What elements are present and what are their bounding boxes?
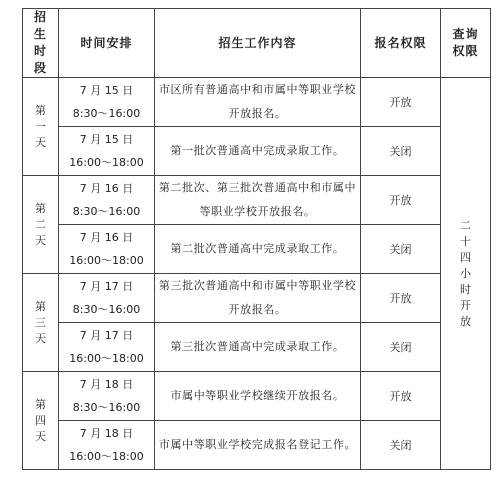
time-cell bbox=[59, 78, 155, 127]
header-content: 招生工作内容 bbox=[155, 9, 361, 78]
content-cell: 第三批次普通高中和市属中等职业学校开放报名。 bbox=[155, 274, 361, 323]
signup-permission: 关闭 bbox=[361, 323, 441, 372]
time-cell bbox=[59, 127, 155, 176]
signup-permission: 关闭 bbox=[361, 225, 441, 274]
content-cell: 市属中等职业学校完成报名登记工作。 bbox=[155, 421, 361, 470]
day-label: 第三天 bbox=[23, 274, 59, 372]
table-row bbox=[23, 127, 491, 176]
hours: 16:00～18:00 bbox=[69, 352, 144, 365]
time-cell bbox=[59, 225, 155, 274]
date: 7 月 18 日 bbox=[79, 427, 134, 440]
signup-permission: 开放 bbox=[361, 372, 441, 421]
query-permission: 二十四小时开放 bbox=[441, 78, 491, 470]
time-cell bbox=[59, 421, 155, 470]
content-cell: 市区所有普通高中和市属中等职业学校开放报名。 bbox=[155, 78, 361, 127]
time-cell bbox=[59, 323, 155, 372]
signup-permission: 开放 bbox=[361, 274, 441, 323]
date: 7 月 16 日 bbox=[79, 231, 134, 244]
hours: 16:00～18:00 bbox=[69, 254, 144, 267]
enrollment-schedule-table bbox=[22, 8, 491, 470]
hours: 16:00～18:00 bbox=[69, 450, 144, 463]
table-row bbox=[23, 176, 491, 225]
header-day: 招生时段 bbox=[23, 9, 59, 78]
hours: 8:30～16:00 bbox=[72, 205, 141, 218]
table-row bbox=[23, 274, 491, 323]
date: 7 月 16 日 bbox=[79, 182, 134, 195]
day-label: 第一天 bbox=[23, 78, 59, 176]
date: 7 月 17 日 bbox=[79, 329, 134, 342]
signup-permission: 开放 bbox=[361, 78, 441, 127]
date: 7 月 18 日 bbox=[79, 378, 134, 391]
header-query-permission: 查询权限 bbox=[441, 9, 491, 78]
content-cell: 第二批次、第三批次普通高中和市属中等职业学校开放报名。 bbox=[155, 176, 361, 225]
hours: 8:30～16:00 bbox=[72, 303, 141, 316]
table-row bbox=[23, 225, 491, 274]
date: 7 月 15 日 bbox=[79, 133, 134, 146]
signup-permission: 开放 bbox=[361, 176, 441, 225]
signup-permission: 关闭 bbox=[361, 127, 441, 176]
table-row bbox=[23, 323, 491, 372]
table-row bbox=[23, 372, 491, 421]
day-label: 第四天 bbox=[23, 372, 59, 470]
time-cell bbox=[59, 176, 155, 225]
header-row bbox=[23, 9, 491, 78]
hours: 8:30～16:00 bbox=[72, 107, 141, 120]
content-cell: 第三批次普通高中完成录取工作。 bbox=[155, 323, 361, 372]
hours: 16:00～18:00 bbox=[69, 156, 144, 169]
time-cell bbox=[59, 274, 155, 323]
date: 7 月 17 日 bbox=[79, 280, 134, 293]
hours: 8:30～16:00 bbox=[72, 401, 141, 414]
content-cell: 第一批次普通高中完成录取工作。 bbox=[155, 127, 361, 176]
header-time: 时间安排 bbox=[59, 9, 155, 78]
date: 7 月 15 日 bbox=[79, 84, 134, 97]
header-signup-permission: 报名权限 bbox=[361, 9, 441, 78]
content-cell: 市属中等职业学校继续开放报名。 bbox=[155, 372, 361, 421]
day-label: 第二天 bbox=[23, 176, 59, 274]
time-cell bbox=[59, 372, 155, 421]
content-cell: 第二批次普通高中完成录取工作。 bbox=[155, 225, 361, 274]
signup-permission: 关闭 bbox=[361, 421, 441, 470]
table-row bbox=[23, 78, 491, 127]
table-row bbox=[23, 421, 491, 470]
